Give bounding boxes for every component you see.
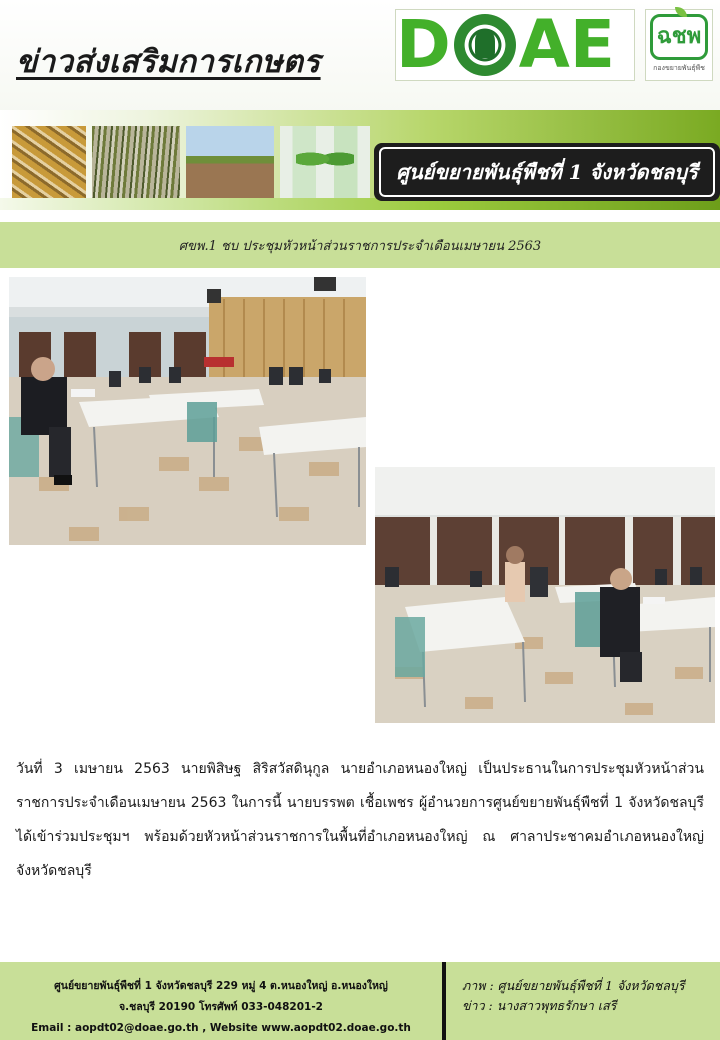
doae-logo-letter-d: D: [396, 6, 451, 83]
caption-band: [0, 222, 720, 268]
article-body: วันที่ 3 เมษายน 2563 นายพิสิษฐ สิริสวัสดินุกูล นายอำเภอหนองใหญ่ เป็นประธานในการประชุมหัวหน้าส่วนราชการประจำเดือนเมษายน 2563 ในการนี้ นายบรรพต เชื้อเพชร ผู้อำนวยการศูนย์ขยายพันธุ์พืชที่ 1 จังหวัดชลบุรี ได้เข้าร่วมประชุมฯ พร้อมด้วยหัวหน้าส่วนราชการในพื้นที่อำเภอหนองใหญ่ ณ ศาลาประชาคมอำเภอหนองใหญ่ จังหวัดชลบุรี: [16, 761, 704, 879]
footer-address-line-1: ศูนย์ขยายพันธุ์พืชที่ 1 จังหวัดชลบุรี 229 หมู่ 4 ต.หนองใหญ่ อ.หนองใหญ่: [54, 980, 388, 992]
news-caption: ศขพ.1 ชบ ประชุมหัวหน้าส่วนราชการประจำเดือนเมษายน 2563: [178, 238, 542, 254]
news-credit: ข่าว : นางสาวพุทธรักษา เสรี: [462, 998, 617, 1013]
meeting-photo-2: [375, 467, 715, 723]
bean-pods-photo: [92, 126, 180, 198]
meeting-photo-1: [9, 277, 366, 545]
doae-logo-letter-e: E: [569, 6, 615, 83]
footer-address-line-2: จ.ชลบุรี 20190 โทรศัพท์ 033-048201-2: [119, 1001, 323, 1013]
footer-contact-line: Email : aopdt02@doae.go.th , Website www.aopdt02.doae.go.th: [31, 1022, 411, 1034]
center-name-box: [374, 143, 720, 201]
doae-logo-letter-a: A: [518, 6, 570, 83]
photo-credit: ภาพ : ศูนย์ขยายพันธุ์พืชที่ 1 จังหวัดชลบุรี: [462, 978, 685, 993]
doae-logo: [395, 6, 635, 83]
page-header: [0, 0, 720, 210]
plant-propagation-division-logo: [645, 9, 713, 81]
footer-address-block: [0, 976, 442, 1039]
kk-logo-text: กองขยายพันธุ์พืช: [653, 64, 705, 72]
page-footer: [0, 962, 720, 1040]
seed-packets-photo: [12, 126, 86, 198]
kk-logo-mark: ฉชพ: [650, 14, 708, 60]
footer-divider: [442, 962, 446, 1040]
footer-credits: [462, 976, 717, 1016]
page-title: ข่าวส่งเสริมการเกษตร: [16, 44, 321, 80]
tissue-culture-photo: [280, 126, 370, 198]
center-name: ศูนย์ขยายพันธุ์พืชที่ 1 จังหวัดชลบุรี: [396, 160, 698, 184]
farm-field-photo: [186, 126, 274, 198]
doae-seal-icon: [454, 14, 516, 76]
